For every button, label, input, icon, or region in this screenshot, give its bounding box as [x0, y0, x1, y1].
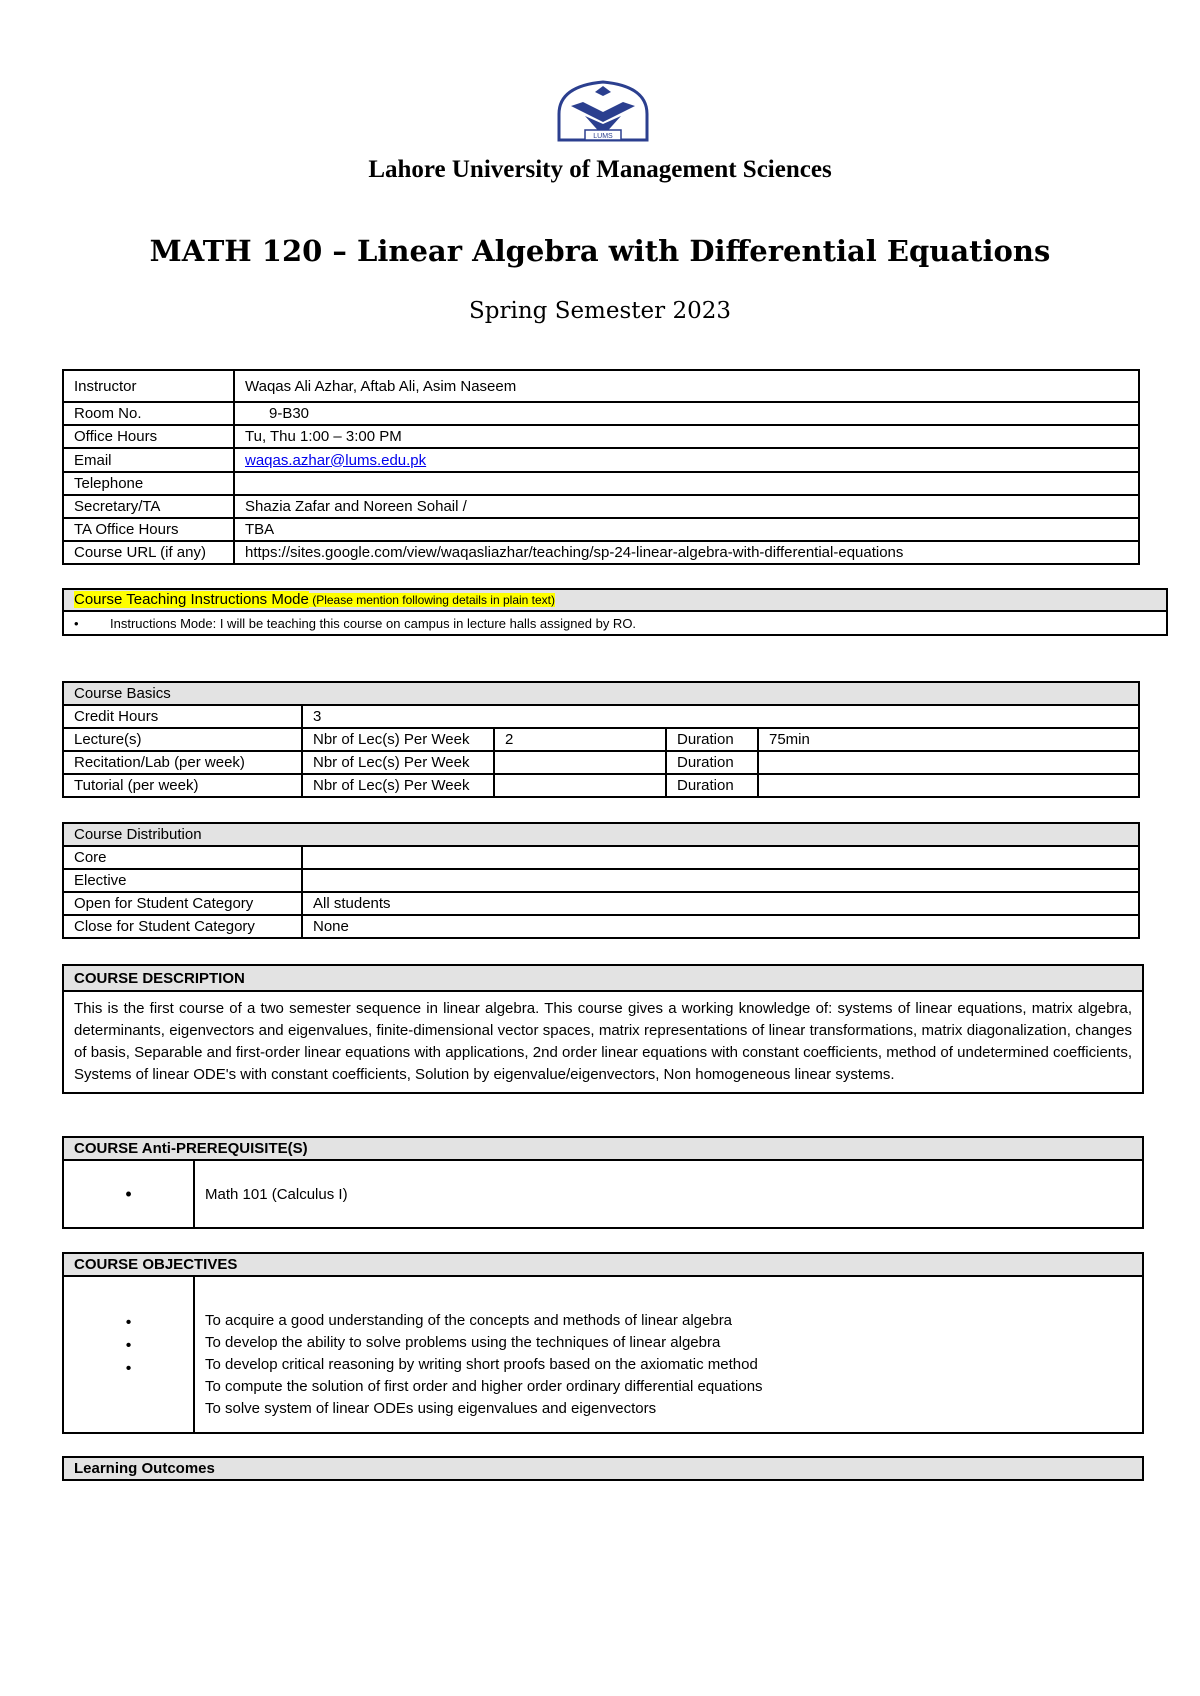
semester: Spring Semester 2023: [469, 298, 731, 324]
info-label: Instructor: [63, 370, 234, 402]
credit-value: 3: [302, 705, 1139, 728]
anti-prereq-item: Math 101 (Calculus I): [194, 1160, 1143, 1228]
course-distribution-table: [62, 822, 1140, 939]
info-label: TA Office Hours: [63, 518, 234, 541]
info-row: [63, 518, 1139, 541]
university-name: Lahore University of Management Sciences: [368, 156, 832, 183]
nbr-label: Nbr of Lec(s) Per Week: [302, 728, 494, 751]
info-value: TBA: [234, 518, 1139, 541]
learning-outcomes-table: [62, 1456, 1144, 1481]
description-text: This is the first course of a two semester sequence in linear algebra. This course gives a working knowledge of: systems of linear equations, matrix algebra, determinants, eigenvectors and eigenvalues, finite-dimensional vector spaces, matrix representations of linear transformations, matrix diagonalization, changes of basis, Separable and first-order linear equations with applications, 2nd order linear equations with constant coefficients, method of undetermined coefficients, Systems of linear ODE's with constant coefficients, Solution by eigenvalue/eigenvectors, Non homogeneous linear systems.: [63, 991, 1143, 1093]
basics-heading: Course Basics: [63, 682, 1139, 705]
info-value: 9-B30: [234, 402, 1139, 425]
basics-row: [63, 728, 1139, 751]
info-value: Shazia Zafar and Noreen Sohail /: [234, 495, 1139, 518]
course-url: https://sites.google.com/view/waqasliazhar/teaching/sp-24-linear-algebra-with-differential-equations: [234, 541, 1139, 564]
info-label: Office Hours: [63, 425, 234, 448]
email-link[interactable]: waqas.azhar@lums.edu.pk: [245, 451, 427, 469]
nbr-label: Nbr of Lec(s) Per Week: [302, 751, 494, 774]
course-description-table: [62, 964, 1144, 1094]
distribution-row: [63, 846, 1139, 869]
university-logo: [555, 78, 651, 146]
logo-text: LUMS: [593, 133, 613, 140]
anti-prereq-heading: COURSE Anti-PREREQUISITE(S): [63, 1137, 1143, 1160]
objectives-table: [62, 1252, 1144, 1434]
teaching-mode-table: [62, 588, 1168, 636]
teaching-mode-item: Instructions Mode: I will be teaching this course on campus in lecture halls assigned by RO.: [110, 615, 637, 631]
objectives-heading: COURSE OBJECTIVES: [63, 1253, 1143, 1276]
basics-label: Recitation/Lab (per week): [63, 751, 302, 774]
teaching-mode-note: (Please mention following details in plain text): [312, 593, 555, 607]
info-label: Telephone: [63, 472, 234, 495]
nbr-label: Nbr of Lec(s) Per Week: [302, 774, 494, 797]
bullet: •: [125, 1337, 132, 1354]
nbr-value: [494, 751, 666, 774]
info-value: Tu, Thu 1:00 – 3:00 PM: [234, 425, 1139, 448]
distribution-value: None: [302, 915, 1139, 938]
duration-value: [758, 751, 1139, 774]
bullet: •: [74, 615, 79, 631]
description-heading: COURSE DESCRIPTION: [63, 965, 1143, 991]
distribution-value: All students: [302, 892, 1139, 915]
info-label: Course URL (if any): [63, 541, 234, 564]
objective-item: To develop the ability to solve problems using the techniques of linear algebra: [205, 1334, 721, 1351]
duration-label: Duration: [666, 751, 758, 774]
info-value: [234, 472, 1139, 495]
distribution-label: Open for Student Category: [63, 892, 302, 915]
basics-label: Lecture(s): [63, 728, 302, 751]
duration-value: 75min: [758, 728, 1139, 751]
basics-label: Tutorial (per week): [63, 774, 302, 797]
info-row: [63, 472, 1139, 495]
info-row: [63, 425, 1139, 448]
course-title: MATH 120 – Linear Algebra with Differential Equations: [149, 234, 1051, 268]
distribution-label: Core: [63, 846, 302, 869]
bullet: •: [63, 1160, 194, 1228]
duration-label: Duration: [666, 774, 758, 797]
bullet: •: [125, 1360, 132, 1377]
info-label: Room No.: [63, 402, 234, 425]
distribution-label: Close for Student Category: [63, 915, 302, 938]
objective-item: To acquire a good understanding of the concepts and methods of linear algebra: [205, 1312, 733, 1329]
credit-label: Credit Hours: [63, 705, 302, 728]
distribution-heading: Course Distribution: [63, 823, 1139, 846]
objective-item: To solve system of linear ODEs using eigenvalues and eigenvectors: [205, 1400, 657, 1417]
basics-row: [63, 774, 1139, 797]
info-row: [63, 448, 1139, 472]
duration-label: Duration: [666, 728, 758, 751]
teaching-mode-heading: Course Teaching Instructions Mode: [74, 591, 309, 608]
info-label: Email: [63, 448, 234, 472]
nbr-value: 2: [494, 728, 666, 751]
info-value: Waqas Ali Azhar, Aftab Ali, Asim Naseem: [234, 370, 1139, 402]
distribution-value: [302, 846, 1139, 869]
info-row: [63, 402, 1139, 425]
distribution-row: [63, 892, 1139, 915]
distribution-row: [63, 915, 1139, 938]
objective-item: To compute the solution of first order and higher order ordinary differential equations: [205, 1378, 763, 1395]
course-info-table: [62, 369, 1140, 565]
learning-outcomes-heading: Learning Outcomes: [63, 1457, 1143, 1480]
course-basics-table: [62, 681, 1140, 798]
bullet: •: [125, 1314, 132, 1331]
info-row: [63, 541, 1139, 564]
distribution-row: [63, 869, 1139, 892]
distribution-label: Elective: [63, 869, 302, 892]
duration-value: [758, 774, 1139, 797]
objective-item: To develop critical reasoning by writing short proofs based on the axiomatic method: [205, 1356, 758, 1373]
basics-row: [63, 751, 1139, 774]
nbr-value: [494, 774, 666, 797]
distribution-value: [302, 869, 1139, 892]
info-label: Secretary/TA: [63, 495, 234, 518]
anti-prereq-table: [62, 1136, 1144, 1229]
info-row: [63, 370, 1139, 402]
info-row: [63, 495, 1139, 518]
